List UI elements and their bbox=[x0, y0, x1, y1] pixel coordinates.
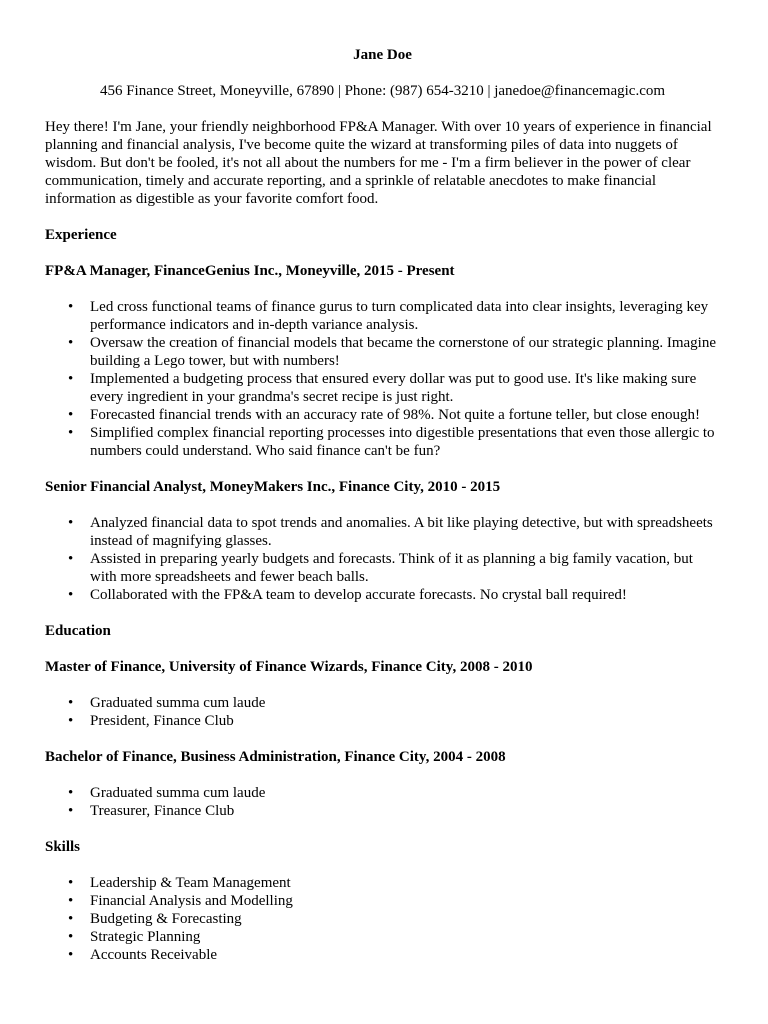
skills-list bbox=[45, 874, 720, 964]
list-item: • Strategic Planning bbox=[90, 928, 720, 946]
summary-paragraph: Hey there! I'm Jane, your friendly neighborhood FP&A Manager. With over 10 years of experience in financial planning and financial analysis, I've become quite the wizard at transforming piles of data into nuggets of wisdom. But don't be fooled, it's not all about the numbers for me - I'm a firm believer in the power of clear communication, timely and accurate reporting, and a sprinkle of relatable anecdotes to make financial information as digestible as your favorite comfort food. bbox=[45, 119, 712, 207]
list-item: • Graduated summa cum laude bbox=[90, 784, 720, 802]
skills-heading: Skills bbox=[45, 839, 81, 855]
list-item: • Treasurer, Finance Club bbox=[90, 802, 720, 820]
job-bullets bbox=[45, 298, 720, 460]
list-item: • Budgeting & Forecasting bbox=[90, 910, 720, 928]
list-item: • Assisted in preparing yearly budgets and forecasts. Think of it as planning a big family vacation, but with more spreadsheets and fewer beach balls. bbox=[90, 550, 720, 586]
resume-name: Jane Doe bbox=[353, 47, 412, 63]
list-item: • Simplified complex financial reporting processes into digestible presentations that even those allergic to numbers could understand. Who said finance can't be fun? bbox=[90, 424, 720, 460]
list-item: • Implemented a budgeting process that ensured every dollar was put to good use. It's like making sure every ingredient in your grandma's secret recipe is just right. bbox=[90, 370, 720, 406]
list-item: • Accounts Receivable bbox=[90, 946, 720, 964]
list-item: • Forecasted financial trends with an accuracy rate of 98%. Not quite a fortune teller, but close enough! bbox=[90, 406, 720, 424]
list-item: • Graduated summa cum laude bbox=[90, 694, 720, 712]
job-title: Senior Financial Analyst, MoneyMakers Inc., Finance City, 2010 - 2015 bbox=[45, 479, 501, 495]
list-item: • Oversaw the creation of financial models that became the cornerstone of our strategic planning. Imagine building a Lego tower, but with numbers! bbox=[90, 334, 720, 370]
degree-bullets bbox=[45, 784, 720, 820]
experience-heading: Experience bbox=[45, 227, 117, 243]
contact-line: 456 Finance Street, Moneyville, 67890 | Phone: (987) 654-3210 | janedoe@financemagic.com bbox=[99, 83, 666, 99]
list-item: • President, Finance Club bbox=[90, 712, 720, 730]
job-bullets bbox=[45, 514, 720, 604]
degree-title: Master of Finance, University of Finance Wizards, Finance City, 2008 - 2010 bbox=[45, 659, 533, 675]
list-item: • Financial Analysis and Modelling bbox=[90, 892, 720, 910]
list-item: • Collaborated with the FP&A team to develop accurate forecasts. No crystal ball required! bbox=[90, 586, 720, 604]
education-heading: Education bbox=[45, 623, 111, 639]
degree-bullets bbox=[45, 694, 720, 730]
list-item: • Analyzed financial data to spot trends and anomalies. A bit like playing detective, but with spreadsheets instead of magnifying glasses. bbox=[90, 514, 720, 550]
list-item: • Leadership & Team Management bbox=[90, 874, 720, 892]
degree-title: Bachelor of Finance, Business Administration, Finance City, 2004 - 2008 bbox=[45, 749, 506, 765]
list-item: • Led cross functional teams of finance gurus to turn complicated data into clear insights, leveraging key performance indicators and in-depth variance analysis. bbox=[90, 298, 720, 334]
job-title: FP&A Manager, FinanceGenius Inc., Moneyville, 2015 - Present bbox=[45, 263, 455, 279]
